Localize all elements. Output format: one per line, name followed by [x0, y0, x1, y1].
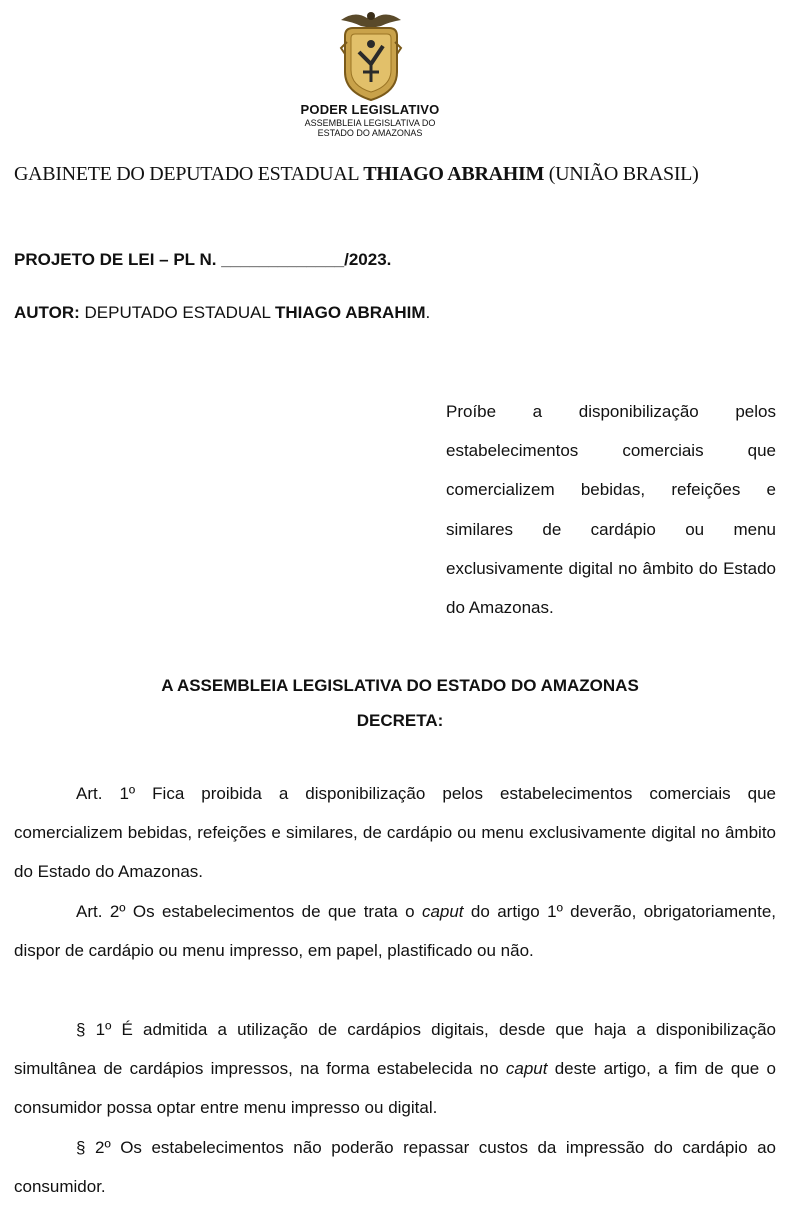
author-label: AUTOR: — [14, 303, 80, 322]
article-2 — [14, 892, 776, 970]
author-name: THIAGO ABRAHIM — [275, 303, 426, 322]
paragraph-2 — [14, 1128, 776, 1206]
deputy-name: THIAGO ABRAHIM — [363, 163, 545, 185]
article-2-caput: caput — [421, 902, 464, 921]
assembly-heading: A ASSEMBLEIA LEGISLATIVA DO ESTADO DO AMAZONAS — [161, 676, 639, 695]
author-end: . — [425, 303, 431, 322]
article-2-text-a: Art. 2º Os estabelecimentos de que trata o — [76, 902, 422, 921]
bill-summary: Proíbe a disponibilização pelos estabelecimentos comerciais que comercializem bebidas, refeições e similares de cardápio ou menu exclusivamente digital no âmbito do Estado do Amazonas. — [446, 402, 776, 618]
author-line — [14, 303, 430, 323]
office-heading — [14, 163, 698, 186]
author-title: DEPUTADO ESTADUAL — [79, 303, 276, 322]
logo-subtitle-2: ESTADO DO AMAZONAS — [317, 128, 423, 138]
bill-number: PROJETO DE LEI – PL N. _____________/2023. — [14, 250, 392, 269]
logo-title: PODER LEGISLATIVO — [300, 102, 440, 117]
coat-of-arms-emblem — [333, 2, 409, 102]
party-name: (UNIÃO BRASIL) — [544, 163, 699, 185]
article-2-text-b: do artigo 1º deverão, obrigatoriamente, dispor de cardápio ou menu impresso, em papel, plastificado ou não. — [14, 902, 776, 961]
decree-heading: DECRETA: — [356, 711, 444, 730]
paragraph-1 — [14, 1010, 776, 1128]
paragraph-1-text-b: deste artigo, a fim de que o consumidor possa optar entre menu impresso ou digital. — [14, 1059, 776, 1118]
article-1 — [14, 774, 776, 892]
paragraph-2-text: § 2º Os estabelecimentos não poderão repassar custos da impressão do cardápio ao consumidor. — [14, 1138, 776, 1197]
paragraph-1-caput: caput — [505, 1059, 548, 1079]
logo-subtitle-1: ASSEMBLEIA LEGISLATIVA DO — [304, 118, 436, 128]
office-prefix: GABINETE DO DEPUTADO ESTADUAL — [14, 163, 364, 185]
article-1-text: Art. 1º Fica proibida a disponibilização pelos estabelecimentos comerciais que comercializem bebidas, refeições e similares, de cardápio ou menu exclusivamente digital no âmbito do Estado do Amazonas. — [14, 784, 776, 882]
paragraph-1-text-a: § 1º É admitida a utilização de cardápios digitais, desde que haja a disponibilização simultânea de cardápios impressos, na forma estabelecida no — [14, 1020, 776, 1079]
